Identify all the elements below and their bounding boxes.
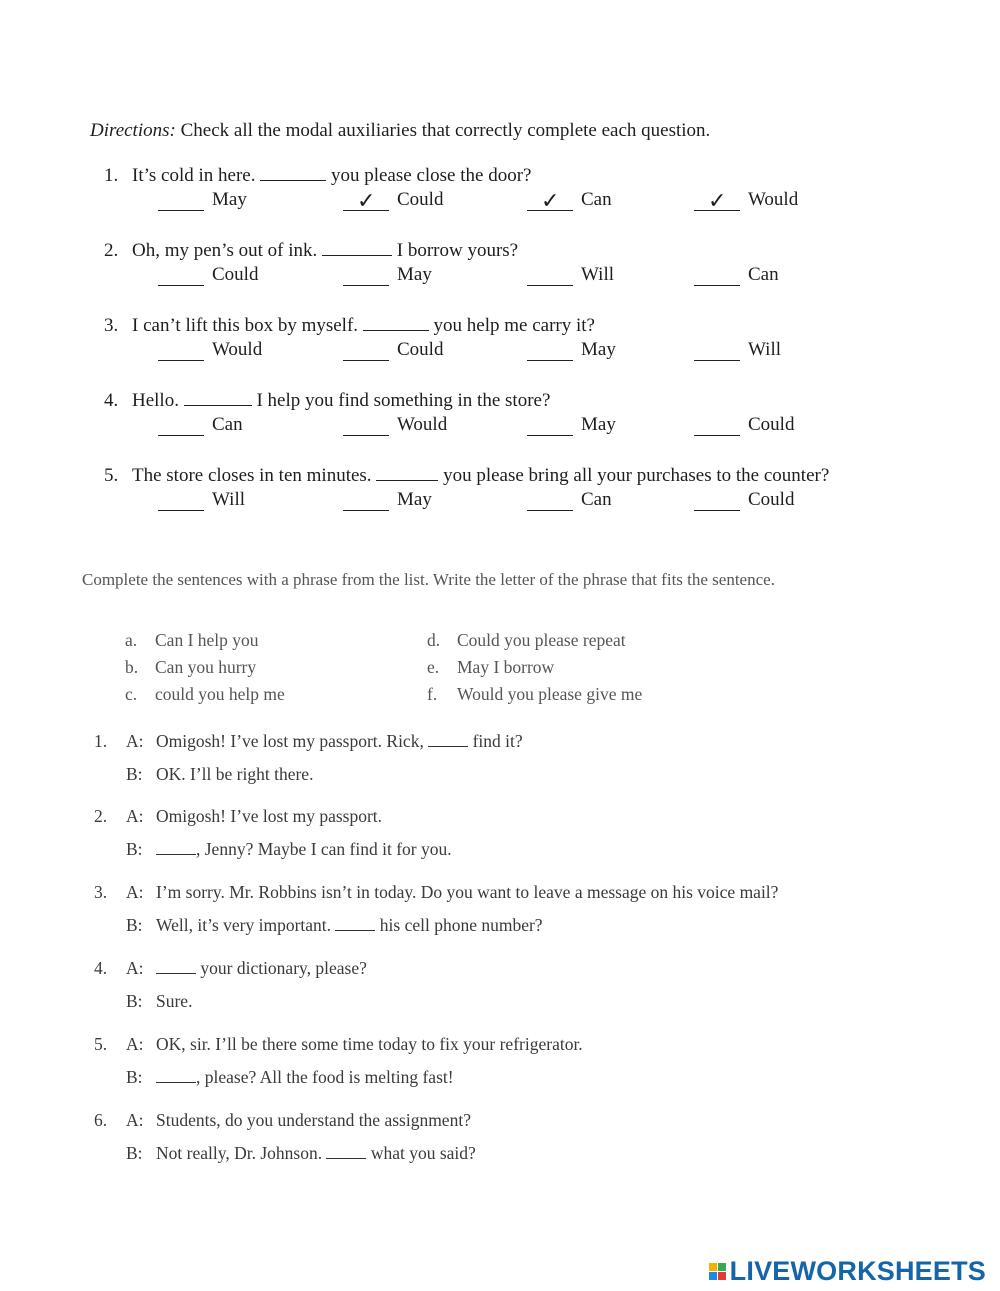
question-text-before: Hello.	[132, 390, 179, 411]
question-blank[interactable]	[376, 479, 438, 481]
question-text-before: The store closes in ten minutes.	[132, 465, 372, 486]
phrase-letter: f.	[427, 684, 438, 704]
answer-blank[interactable]	[428, 745, 468, 747]
logo-text: LIVEWORKSHEETS	[729, 1256, 986, 1286]
directions	[90, 120, 710, 142]
directions-text: Check all the modal auxiliaries that correctly complete each question.	[180, 120, 711, 141]
option-checkbox[interactable]	[694, 490, 740, 511]
option-checkbox[interactable]	[694, 265, 740, 286]
answer-blank[interactable]	[326, 1157, 366, 1159]
option-label: Would	[397, 414, 448, 435]
speaker-a: A:	[126, 958, 144, 978]
speaker-a: A:	[126, 806, 144, 826]
check-mark-icon: ✓	[708, 188, 727, 213]
dialog-3-line-a	[94, 882, 778, 903]
question-blank[interactable]	[363, 329, 429, 331]
dialog-5-line-b	[94, 1067, 454, 1088]
speaker-b: B:	[126, 915, 143, 935]
question-3	[104, 315, 595, 337]
dialog-text: Sure.	[156, 991, 193, 1011]
option-label: Would	[748, 189, 799, 210]
dialog-text: Omigosh! I’ve lost my passport. Rick,	[156, 731, 424, 751]
dialog-text: Omigosh! I’ve lost my passport.	[156, 806, 383, 826]
dialog-1-line-b	[94, 764, 313, 785]
option-could	[694, 489, 794, 511]
phrase-text: Can I help you	[155, 630, 259, 650]
speaker-b: B:	[126, 1067, 143, 1087]
check-mark-icon: ✓	[541, 188, 560, 213]
option-label: Can	[748, 264, 779, 285]
question-text-after: I borrow yours?	[396, 240, 519, 261]
dialog-text: what you said?	[370, 1143, 476, 1163]
phrase-e	[427, 657, 554, 678]
option-checkbox[interactable]	[343, 265, 389, 286]
dialog-text: find it?	[472, 731, 523, 751]
option-checkbox[interactable]	[694, 190, 740, 211]
phrase-text: May I borrow	[457, 657, 555, 677]
option-label: Can	[581, 489, 612, 510]
dialog-text: Students, do you understand the assignment?	[156, 1110, 471, 1130]
directions-label: Directions:	[90, 120, 176, 141]
phrase-text: Would you please give me	[457, 684, 643, 704]
option-could	[343, 189, 443, 211]
question-2	[104, 240, 518, 262]
question-5	[104, 465, 829, 487]
dialog-6-line-a	[94, 1110, 471, 1131]
question-text-after: you please bring all your purchases to the counter?	[443, 465, 830, 486]
phrase-d	[427, 630, 626, 651]
option-checkbox[interactable]	[343, 415, 389, 436]
part2-instructions: Complete the sentences with a phrase from the list. Write the letter of the phrase that fits the sentence.	[82, 570, 775, 589]
dialog-text: , Jenny? Maybe I can find it for you.	[196, 839, 452, 859]
option-checkbox[interactable]	[343, 190, 389, 211]
speaker-a: A:	[126, 1110, 144, 1130]
dialog-text: Well, it’s very important.	[156, 915, 332, 935]
dialog-3-line-b	[94, 915, 543, 936]
option-will	[158, 489, 245, 511]
option-will	[694, 339, 781, 361]
question-text-after: you please close the door?	[330, 165, 532, 186]
option-could	[694, 414, 794, 436]
question-number: 4.	[104, 390, 119, 411]
phrase-letter: d.	[427, 630, 441, 650]
option-label: Will	[748, 339, 782, 360]
dialog-text: , please? All the food is melting fast!	[196, 1067, 454, 1087]
dialog-number: 5.	[94, 1034, 108, 1054]
dialog-text: Not really, Dr. Johnson.	[156, 1143, 323, 1163]
option-may	[343, 489, 432, 511]
dialog-number: 2.	[94, 806, 108, 826]
dialog-1-line-a	[94, 731, 523, 752]
option-label: Can	[212, 414, 243, 435]
option-label: May	[581, 414, 616, 435]
question-number: 3.	[104, 315, 119, 336]
option-label: Could	[748, 489, 795, 510]
speaker-b: B:	[126, 991, 143, 1011]
dialog-text: OK. I’ll be right there.	[156, 764, 314, 784]
option-can	[694, 264, 779, 286]
liveworksheets-logo	[709, 1256, 986, 1287]
dialog-number: 3.	[94, 882, 108, 902]
answer-blank[interactable]	[156, 972, 196, 974]
dialog-text: your dictionary, please?	[200, 958, 367, 978]
answer-blank[interactable]	[335, 929, 375, 931]
option-label: Could	[212, 264, 259, 285]
dialog-2-line-b	[94, 839, 452, 860]
option-checkbox[interactable]	[527, 415, 573, 436]
question-text-after: you help me carry it?	[433, 315, 595, 336]
option-label: Could	[397, 189, 444, 210]
option-checkbox[interactable]	[158, 190, 204, 211]
question-4	[104, 390, 550, 412]
option-label: May	[581, 339, 616, 360]
dialog-2-line-a	[94, 806, 382, 827]
option-checkbox[interactable]	[694, 340, 740, 361]
dialog-text: his cell phone number?	[379, 915, 543, 935]
logo-mark-icon	[709, 1263, 726, 1280]
check-mark-icon: ✓	[357, 188, 376, 213]
option-checkbox[interactable]	[158, 415, 204, 436]
dialog-5-line-a	[94, 1034, 583, 1055]
question-blank[interactable]	[260, 179, 326, 181]
option-label: May	[397, 264, 432, 285]
dialog-4-line-a	[94, 958, 367, 979]
option-could	[158, 264, 258, 286]
phrase-text: Could you please repeat	[457, 630, 626, 650]
phrase-text: Can you hurry	[155, 657, 257, 677]
option-label: Would	[212, 339, 263, 360]
question-number: 2.	[104, 240, 119, 261]
phrase-letter: e.	[427, 657, 440, 677]
question-number: 5.	[104, 465, 119, 486]
answer-blank[interactable]	[156, 853, 196, 855]
question-1	[104, 165, 531, 187]
phrase-letter: a.	[125, 630, 138, 650]
option-checkbox[interactable]	[158, 490, 204, 511]
phrase-f	[427, 684, 642, 705]
option-may	[343, 264, 432, 286]
phrase-a	[125, 630, 259, 651]
question-blank[interactable]	[184, 404, 252, 406]
option-can	[158, 414, 243, 436]
option-would	[343, 414, 447, 436]
question-text-before: Oh, my pen’s out of ink.	[132, 240, 318, 261]
dialog-number: 1.	[94, 731, 108, 751]
option-checkbox[interactable]	[343, 340, 389, 361]
option-label: Will	[212, 489, 246, 510]
option-label: Can	[581, 189, 612, 210]
dialog-text: I’m sorry. Mr. Robbins isn’t in today. Do you want to leave a message on his voice mail?	[156, 882, 779, 902]
question-text-before: It’s cold in here.	[132, 165, 256, 186]
phrase-letter: c.	[125, 684, 138, 704]
phrase-letter: b.	[125, 657, 139, 677]
option-checkbox[interactable]	[158, 265, 204, 286]
dialog-text: OK, sir. I’ll be there some time today to fix your refrigerator.	[156, 1034, 583, 1054]
option-would	[158, 339, 262, 361]
speaker-b: B:	[126, 839, 143, 859]
dialog-6-line-b	[94, 1143, 476, 1164]
phrase-b	[125, 657, 256, 678]
answer-blank[interactable]	[156, 1081, 196, 1083]
option-checkbox[interactable]	[527, 490, 573, 511]
speaker-a: A:	[126, 731, 144, 751]
option-label: Could	[748, 414, 795, 435]
dialog-number: 6.	[94, 1110, 108, 1130]
dialog-4-line-b	[94, 991, 192, 1012]
option-checkbox[interactable]	[527, 265, 573, 286]
option-label: Could	[397, 339, 444, 360]
phrase-text: could you help me	[155, 684, 285, 704]
option-can	[527, 489, 612, 511]
option-may	[527, 414, 616, 436]
question-text-after: I help you find something in the store?	[256, 390, 551, 411]
option-checkbox[interactable]	[158, 340, 204, 361]
dialog-number: 4.	[94, 958, 108, 978]
option-checkbox[interactable]	[343, 490, 389, 511]
speaker-a: A:	[126, 882, 144, 902]
question-number: 1.	[104, 165, 119, 186]
option-may	[527, 339, 616, 361]
option-checkbox[interactable]	[527, 190, 573, 211]
option-may	[158, 189, 247, 211]
speaker-b: B:	[126, 1143, 143, 1163]
phrase-c	[125, 684, 285, 705]
question-blank[interactable]	[322, 254, 392, 256]
option-could	[343, 339, 443, 361]
option-label: May	[397, 489, 432, 510]
option-would	[694, 189, 798, 211]
speaker-a: A:	[126, 1034, 144, 1054]
question-text-before: I can’t lift this box by myself.	[132, 315, 359, 336]
option-label: May	[212, 189, 247, 210]
option-label: Will	[581, 264, 615, 285]
option-will	[527, 264, 614, 286]
speaker-b: B:	[126, 764, 143, 784]
option-can	[527, 189, 612, 211]
option-checkbox[interactable]	[694, 415, 740, 436]
option-checkbox[interactable]	[527, 340, 573, 361]
